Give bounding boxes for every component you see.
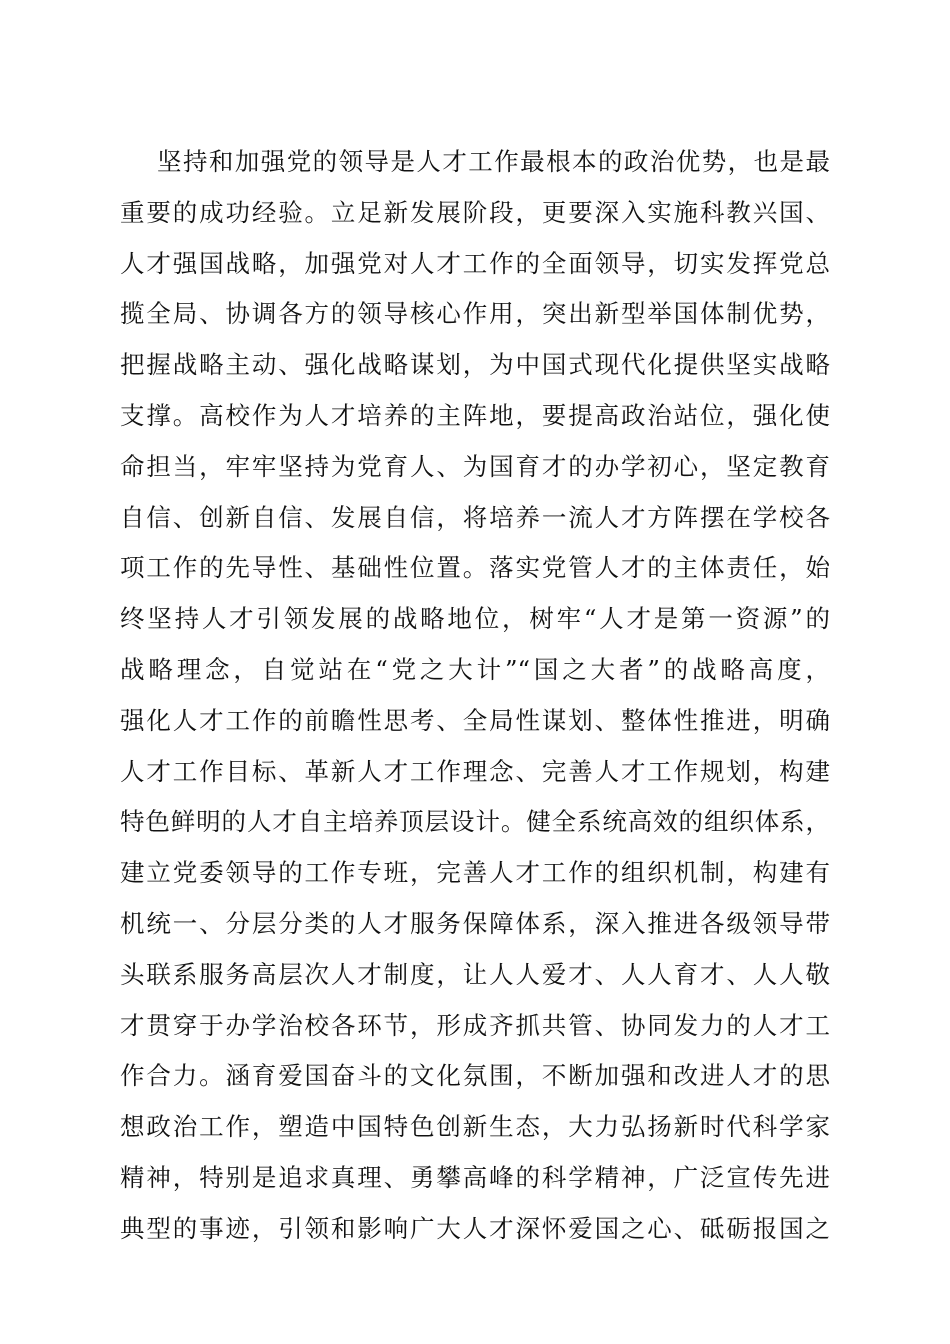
paragraph-line: 战略理念，自觉站在“党之大计”“国之大者”的战略高度， bbox=[120, 654, 830, 684]
paragraph-line: 才贯穿于办学治校各环节，形成齐抓共管、协同发力的人才工 bbox=[120, 1010, 830, 1040]
paragraph-line: 特色鲜明的人才自主培养顶层设计。健全系统高效的组织体系， bbox=[120, 807, 830, 837]
paragraph-line: 典型的事迹，引领和影响广大人才深怀爱国之心、砥砺报国之 bbox=[120, 1213, 830, 1243]
paragraph-line: 头联系服务高层次人才制度，让人人爱才、人人育才、人人敬 bbox=[120, 959, 830, 989]
paragraph-line: 强化人才工作的前瞻性思考、全局性谋划、整体性推进，明确 bbox=[120, 705, 830, 735]
paragraph-line: 想政治工作，塑造中国特色创新生态，大力弘扬新时代科学家 bbox=[120, 1112, 830, 1142]
paragraph-line: 重要的成功经验。立足新发展阶段，更要深入实施科教兴国、 bbox=[120, 197, 830, 227]
paragraph-line: 人才强国战略，加强党对人才工作的全面领导，切实发挥党总 bbox=[120, 248, 830, 278]
paragraph-line: 揽全局、协调各方的领导核心作用，突出新型举国体制优势， bbox=[120, 299, 830, 329]
paragraph-line: 作合力。涵育爱国奋斗的文化氛围，不断加强和改进人才的思 bbox=[120, 1061, 830, 1091]
paragraph-line: 支撑。高校作为人才培养的主阵地，要提高政治站位，强化使 bbox=[120, 400, 830, 430]
paragraph-line: 人才工作目标、革新人才工作理念、完善人才工作规划，构建 bbox=[120, 756, 830, 786]
paragraph-line: 把握战略主动、强化战略谋划，为中国式现代化提供坚实战略 bbox=[120, 350, 830, 380]
paragraph-line: 自信、创新自信、发展自信，将培养一流人才方阵摆在学校各 bbox=[120, 502, 830, 532]
paragraph-line: 终坚持人才引领发展的战略地位，树牢“人才是第一资源”的 bbox=[120, 604, 830, 634]
paragraph-line: 坚持和加强党的领导是人才工作最根本的政治优势，也是最 bbox=[157, 147, 830, 176]
paragraph-line: 精神，特别是追求真理、勇攀高峰的科学精神，广泛宣传先进 bbox=[120, 1162, 830, 1192]
body-paragraph bbox=[120, 137, 830, 1255]
paragraph-line: 机统一、分层分类的人才服务保障体系，深入推进各级领导带 bbox=[120, 908, 830, 938]
paragraph-line: 命担当，牢牢坚持为党育人、为国育才的办学初心，坚定教育 bbox=[120, 451, 830, 481]
paragraph-line: 项工作的先导性、基础性位置。落实党管人才的主体责任，始 bbox=[120, 553, 830, 583]
paragraph-line: 建立党委领导的工作专班，完善人才工作的组织机制，构建有 bbox=[120, 858, 830, 888]
